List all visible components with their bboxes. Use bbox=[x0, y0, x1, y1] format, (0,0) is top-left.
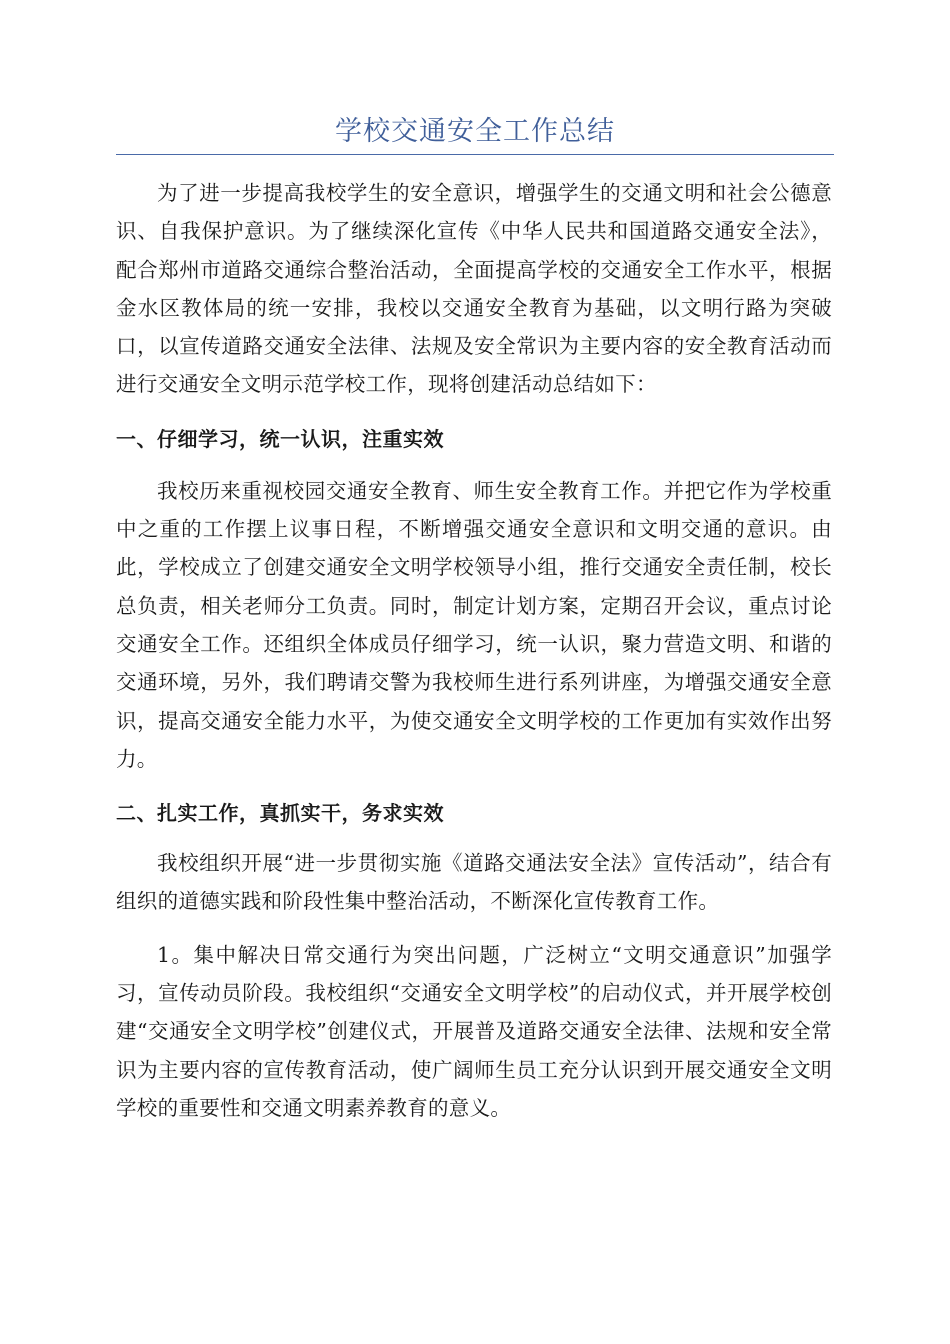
document-body bbox=[116, 170, 832, 1127]
intro-paragraph: 为了进一步提高我校学生的安全意识，增强学生的交通文明和社会公德意识、自我保护意识。为了继续深化宣传《中华人民共和国道路交通安全法》，配合郑州市道路交通综合整治活动，全面提高学校的交通安全工作水平，根据金水区教体局的统一安排，我校以交通安全教育为基础，以文明行路为突破口，以宣传道路交通安全法律、法规及安全常识为主要内容的安全教育活动而进行交通安全文明示范学校工作，现将创建活动总结如下： bbox=[116, 181, 832, 397]
document-title: 学校交通安全工作总结 bbox=[335, 116, 615, 147]
section-1-paragraph-1: 我校历来重视校园交通安全教育、师生安全教育工作。并把它作为学校重中之重的工作摆上议事日程，不断增强交通安全意识和文明交通的意识。由此，学校成立了创建交通安全文明学校领导小组，推行交通安全责任制，校长总负责，相关老师分工负责。同时，制定计划方案，定期召开会议，重点讨论交通安全工作。还组织全体成员仔细学习，统一认识，聚力营造文明、和谐的交通环境，另外，我们聘请交警为我校师生进行系列讲座，为增强交通安全意识，提高交通安全能力水平，为使交通安全文明学校的工作更加有实效作出努力。 bbox=[116, 478, 832, 771]
section-heading-2: 二、扎实工作，真抓实干，务求实效 bbox=[116, 801, 444, 826]
section-heading-1: 一、仔细学习，统一认识，注重实效 bbox=[116, 426, 444, 451]
section-2-paragraph-2: 1。集中解决日常交通行为突出问题，广泛树立“文明交通意识”加强学习，宣传动员阶段。我校组织“交通安全文明学校”的启动仪式，并开展学校创建“交通安全文明学校”创建仪式，开展普及道路交通安全法律、法规和安全常识为主要内容的宣传教育活动，使广阔师生员工充分认识到开展交通安全文明学校的重要性和交通文明素养教育的意义。 bbox=[116, 942, 832, 1120]
title-underline bbox=[116, 154, 834, 155]
section-2-paragraph-1: 我校组织开展“进一步贯彻实施《道路交通法安全法》宣传活动”，结合有组织的道德实践和阶段性集中整治活动，不断深化宣传教育工作。 bbox=[116, 851, 832, 914]
paragraph-spacer bbox=[116, 921, 832, 936]
